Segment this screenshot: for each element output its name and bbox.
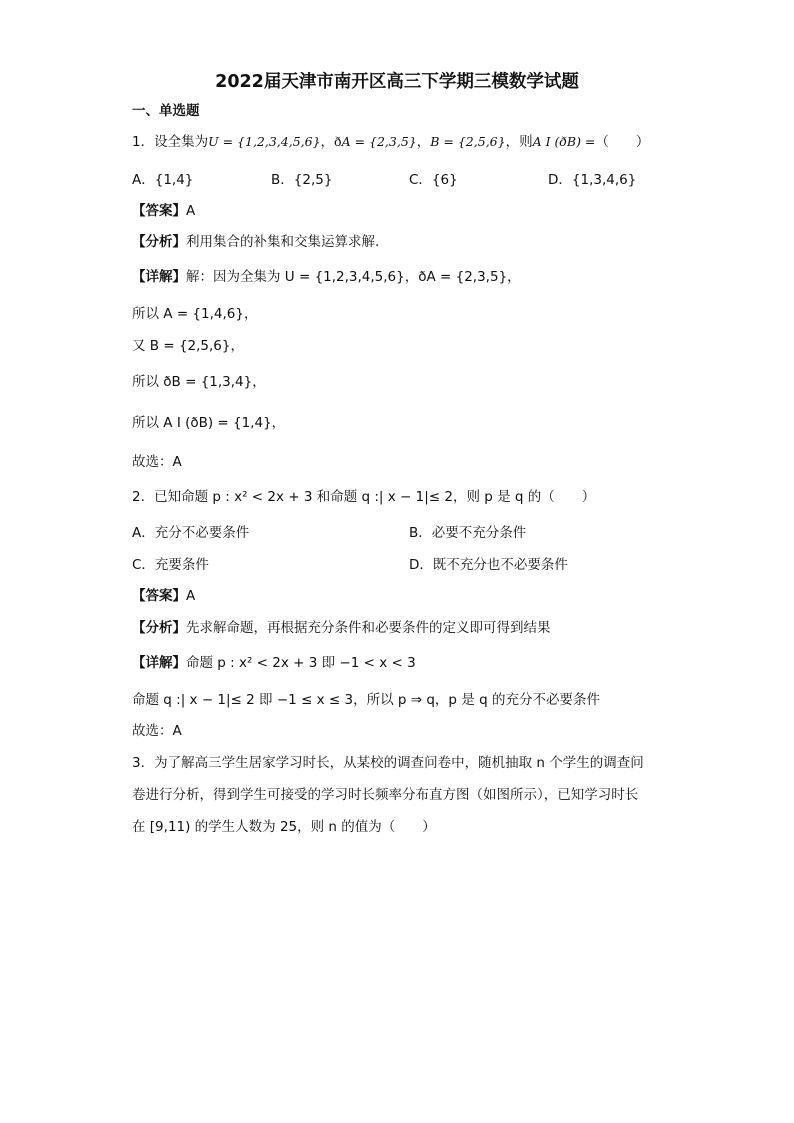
- q1-sep: ，: [320, 134, 335, 150]
- q2-conclusion: 故选：A: [132, 723, 182, 739]
- q2-detail: [132, 653, 416, 673]
- q1-detail-line: 所以 ðB = {1,3,4}，: [132, 374, 266, 390]
- q2-option-b: B．必要不充分条件: [409, 525, 527, 541]
- q3-stem-line: 在 [9,11) 的学生人数为 25，则 n 的值为（ ）: [132, 819, 436, 835]
- q2-analysis: [132, 618, 551, 638]
- analysis-tag: 【分析】: [132, 620, 186, 636]
- q1-expression: A I (ðB) =: [532, 134, 596, 149]
- q2-stem: 2．已知命题 p : x² < 2x + 3 和命题 q :| x − 1|≤ 2，则 p 是 q 的（ ）: [132, 489, 596, 505]
- q2-option-a: A．充分不必要条件: [132, 525, 250, 541]
- detail-text: 命题 p : x² < 2x + 3 即 −1 < x < 3: [186, 655, 416, 671]
- q2-answer: [132, 586, 195, 606]
- q1-answer: [132, 201, 195, 221]
- q2-detail-line: 命题 q :| x − 1|≤ 2 即 −1 ≤ x ≤ 3，所以 p ⇒ q，p 是 q 的充分不必要条件: [132, 692, 600, 708]
- analysis-text: 利用集合的补集和交集运算求解.: [186, 234, 380, 250]
- q1-stem: [132, 132, 649, 152]
- q1-detail: [132, 267, 521, 287]
- q1-detail-line: 所以 A = {1,4,6}，: [132, 306, 258, 322]
- analysis-tag: 【分析】: [132, 234, 186, 250]
- q1-stem-text: ，则: [505, 134, 533, 150]
- detail-tag: 【详解】: [132, 655, 186, 671]
- q2-option-c: C．充要条件: [132, 557, 209, 573]
- section-heading: 一、单选题: [132, 103, 200, 119]
- analysis-text: 先求解命题，再根据充分条件和必要条件的定义即可得到结果: [186, 620, 551, 636]
- q1-complement-symbol: ð: [334, 134, 342, 149]
- q1-universal-set: U = {1,2,3,4,5,6}: [208, 134, 321, 149]
- q1-stem-text: 1．设全集为: [132, 134, 209, 150]
- answer-tag: 【答案】: [132, 588, 186, 604]
- q1-set-b: B = {2,5,6}: [430, 134, 506, 149]
- q1-sep: ，: [416, 134, 431, 150]
- q3-stem-line: 3．为了解高三学生居家学习时长，从某校的调查问卷中，随机抽取 n 个学生的调查问: [132, 755, 644, 771]
- q1-conclusion: 故选：A: [132, 454, 182, 470]
- q1-option-a: A．{1,4}: [132, 172, 194, 188]
- page-title: 2022届天津市南开区高三下学期三模数学试题: [215, 72, 579, 92]
- q2-option-d: D．既不充分也不必要条件: [409, 557, 568, 573]
- q1-option-d: D．{1,3,4,6}: [548, 172, 637, 188]
- detail-text: 解：因为全集为 U = {1,2,3,4,5,6}，ðA = {2,3,5}，: [186, 269, 521, 285]
- q1-option-c: C．{6}: [409, 172, 458, 188]
- answer-value: A: [186, 588, 196, 604]
- detail-tag: 【详解】: [132, 269, 186, 285]
- answer-value: A: [186, 203, 196, 219]
- q1-detail-line: 所以 A I (ðB) = {1,4}，: [132, 415, 286, 431]
- q3-stem-line: 卷进行分析，得到学生可接受的学习时长频率分布直方图（如图所示），已知学习时长: [132, 787, 639, 803]
- q1-analysis: [132, 232, 379, 252]
- q1-detail-line: 又 B = {2,5,6}，: [132, 338, 244, 354]
- q1-answer-blank: （ ）: [595, 134, 650, 150]
- q1-complement-a: A = {2,3,5}: [341, 134, 417, 149]
- q1-option-b: B．{2,5}: [271, 172, 333, 188]
- answer-tag: 【答案】: [132, 203, 186, 219]
